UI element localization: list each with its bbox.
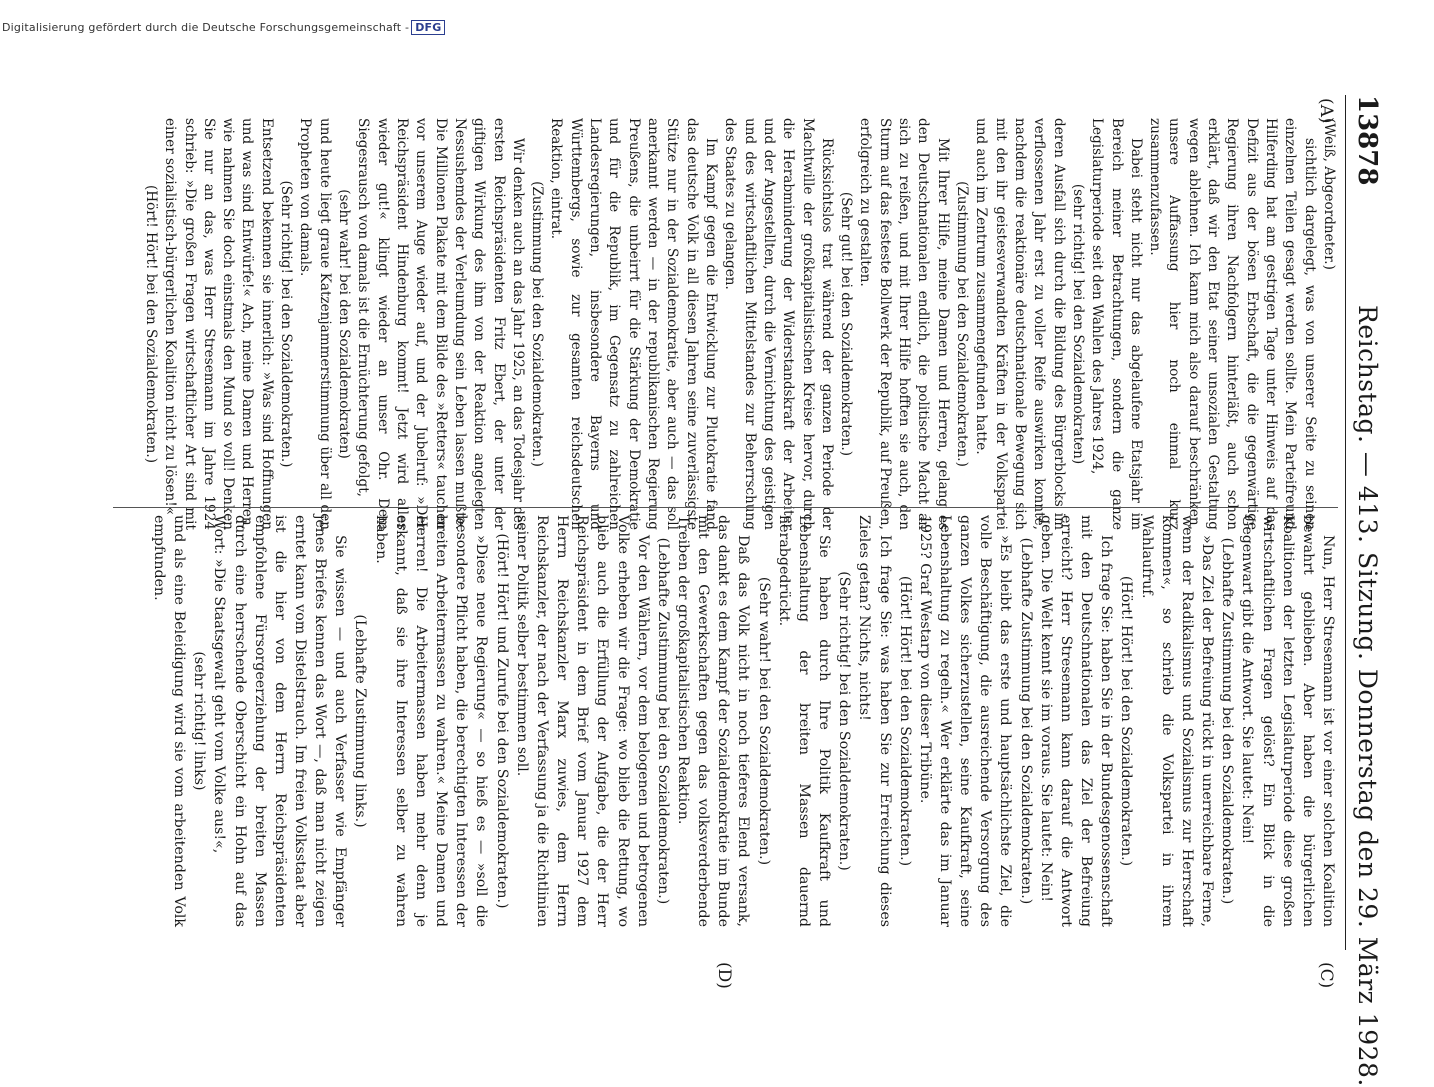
interjection: (Sehr richtig! bei den Sozialdemokraten.) (278, 180, 295, 468)
digitization-stamp-text: Digitalisierung gefördert durch die Deutsche Forschungsgemeinschaft - (2, 21, 410, 34)
right-text-column (149, 515, 1338, 927)
interjection: (sehr wahr! bei den Sozialdemokraten) (336, 189, 353, 459)
interjection: (Hört! Hört! bei den Sozialdemokraten.) (142, 184, 159, 464)
margin-marker-c: (C) (1316, 962, 1336, 989)
paragraph: »Es bleibt das erste und hauptsächlichste Ziel, die volle Beschäftigung, die ausreichende Versorgung des ganzen Volkes sicherzustellen, seine Kaufkraft, seine Lebenshaltung zu regeln.« Wer erklärte das im Januar 1925? Graf Westarp von dieser Tribüne. (916, 515, 1014, 927)
page-header-title: Reichstag. — 413. Sitzung. Donnerstag den 29. März 1928. (1353, 305, 1382, 1087)
paragraph: Nun, Herr Stresemann ist vor einer solchen Koalition bewahrt geblieben. Aber haben die bürgerlichen Koalitionen der letzten Legislaturperiode diese großen wirtschaftlichen Fragen gelöst? Ein Blick in die Gegenwart gibt die Antwort. Sie lautet: Nein! (1239, 515, 1336, 927)
digitization-stamp (2, 20, 445, 35)
interjection: (Hört! Hört! bei den Sozialdemokraten.) (896, 575, 913, 867)
interjection: (Hört! Hört! und Zurufe bei den Sozialdemokraten.) (493, 533, 510, 909)
paragraph: Mit Ihrer Hilfe, meine Damen und Herren, gelang es den Deutschnationalen endlich, die politische Macht an sich zu reißen, und mit Ihrer Hilfe hofften sie auch, den Sturm auf das festeste Bollwerk der Republik, auf Preußen, erfolgreich zu gestalten. (857, 118, 951, 530)
paragraph: Rücksichtslos trat während der ganzen Periode der Machtwille der großkapitalistischen Kreise hervor, durch die Herabminderung der Widerstandskraft der Arbeiter und der Angestellten, durch die Vernichtung des geistigen und des wirtschaftlichen Mittelstandes zur Beherrschung des Staates zu gelangen. (722, 118, 835, 530)
interjection: (Hört! Hört! bei den Sozialdemokraten.) (1118, 575, 1135, 867)
interjection: (Lebhafte Zustimmung links.) (352, 614, 369, 828)
paragraph: Ich frage Sie: haben Sie in der Bundesgenossenschaft mit den Deutschnationalen das Ziel der Befreiung erreicht? Herr Stresemann kann darauf die Antwort geben. Die Welt kennt sie im voraus. Sie lautet: Nein! (1037, 515, 1115, 927)
paragraph: Ich frage Sie: was haben Sie zur Erreichung dieses Zieles getan? Nichts, nichts! (856, 515, 893, 927)
paragraph: Daß das Volk nicht in noch tieferes Elend versank, das dankt es dem Kampf der Sozialdemokratie im Bunde mit den Gewerkschaften gegen das volksverderbende Treiben der großkapitalistischen Reaktion. (675, 515, 752, 927)
header-rule (1345, 95, 1346, 950)
column-separator (113, 507, 1338, 508)
paragraph: Wir denken auch an das Jahr 1925, an das Todesjahr des ersten Reichspräsidenten Fritz Ebert, der unter der giftigen Wirkung des ihm von der Reaktion angelegten Nessushemdes der Verleumdung sein Leben lassen mußte. Die Millionen Plakate mit dem Bilde des »Retters« tauchen vor unserem Auge wieder auf, und der Jubelruf: »Der Reichspräsident Hindenburg kommt! Jetzt wird alles wieder gut!« klingt wieder an unser Ohr. Dem Siegesrausch von damals ist die Ernüchterung gefolgt, (355, 118, 526, 530)
margin-marker-a: (A) (1316, 98, 1336, 124)
paragraph: »Diese neue Regierung« — so hieß es — »soll die besondere Pflicht haben, die berechtigten Interessen der breiten Arbeitermassen zu wahren.« Meine Damen und Herren! Die Arbeitermassen haben mehr denn je erkannt, daß sie ihre Interessen selber zu wahren haben. (372, 515, 490, 927)
paragraph: und heute liegt graue Katzenjammerstimmung über all den Propheten von damals. (297, 118, 333, 530)
interjection: (Lebhafte Zustimmung bei den Sozialdemokraten.) (1017, 537, 1034, 905)
paragraph: Vor den Wählern, vor dem belogenen und betrogenen Volke erheben wir die Frage: wo blieb die Rettung, wo blieb auch die Erfüllung der Aufgabe, die der Herr Reichspräsident in dem Brief vom Januar 1927 dem Herrn Reichskanzler Marx zuwies, dem Herrn Reichskanzler, der nach der Verfassung ja die Richtlinien seiner Politik selber bestimmen soll. (513, 515, 651, 927)
paragraph: »Das Ziel der Befreiung rückt in unerreichbare Ferne, wenn der Radikalismus und Sozialismus zur Herrschaft kommen«, so schrieb die Volkspartei in ihrem Wahlaufruf. (1138, 515, 1216, 927)
interjection: (Zustimmung bei den Sozialdemokraten.) (529, 181, 546, 467)
paragraph: sichtlich dargelegt, was von unserer Seite zu seinen einzelnen Teilen gesagt werden sollte. Mein Parteifreund Hilferding hat am gestrigen Tage unter Hinweis auf das Defizit aus der bösen Erbschaft, die die gegenwärtige Regierung ihren Nachfolgern hinterläßt, auch schon erklärt, daß wir den Etat seiner unsozialen Gestaltung wegen ablehnen. Ich kann mich also darauf beschränken, unsere Auffassung hier noch einmal kurz zusammenzufassen. (1147, 118, 1318, 530)
left-text-column (141, 118, 1338, 530)
interjection: (Lebhafte Zustimmung bei den Sozialdemokraten.) (654, 537, 671, 905)
interjection: (sehr richtig! bei den Sozialdemokraten) (1069, 183, 1086, 465)
paragraph: deren Ausfall sich durch die Bildung des Bürgerblocks im verflossenen Jahr erst zu voller Reife auswirken konnte, nachdem die reaktionäre deutschnationale Bewegung sich mit den ihr geistesverwandten Kräften in der Volkspartei und auch im Zentrum zusammengefunden hatte. (973, 118, 1067, 530)
paragraph: Sie haben durch Ihre Politik Kaufkraft und Lebenshaltung der breiten Massen dauernd herabgedrückt. (775, 515, 833, 927)
interjection: (Lebhafte Zustimmung bei den Sozialdemokraten.) (1219, 537, 1236, 905)
dfg-logo: DFG (411, 20, 445, 35)
paragraph: Entsetzend bekennen sie innerlich: »Was sind Hoffnungen und was sind Entwürfe!« Ach, meine Damen und Herren, wie nahmen Sie doch einstmals den Mund so voll! Denken Sie nur an das, was Herr Stresemann im Jahre 1924 schrieb: »Die großen Fragen wirtschaftlicher Art sind mit einer sozialistisch-bürgerlichen Koalition nicht zu lösen!« (162, 118, 275, 530)
interjection: (sehr richtig! links) (191, 651, 208, 791)
paragraph: und als eine Beleidigung wird sie vom arbeitenden Volk empfunden. (150, 515, 188, 927)
margin-marker-d: (D) (714, 962, 734, 989)
interjection: (Zustimmung bei den Sozialdemokraten.) (954, 181, 971, 467)
interjection: (Sehr richtig! bei den Sozialdemokraten.) (836, 571, 853, 871)
page-number: 13878 (1352, 95, 1382, 186)
interjection: (Sehr gut! bei den Sozialdemokraten.) (838, 191, 855, 457)
paragraph: (Weiß, Abgeordneter.) (1321, 118, 1337, 270)
paragraph: Sie wissen — und auch Verfasser wie Empfänger jenes Briefes kennen das Wort —, daß man nicht zeigen erntet kann vom Distelstrauch. Im freien Volksstaat aber ist die hier von dem Herrn Reichspräsidenten empfohlene Fürsorgeerziehung der breiten Massen durch eine herrschende Oberschicht ein Hohn auf das Wort: »Die Staatsgewalt geht vom Volke aus!«, (211, 515, 349, 927)
paragraph: Dabei steht nicht nur das abgelaufene Etatsjahr im Bereich meiner Betrachtungen, sondern die ganze Legislaturperiode seit den Wahlen des Jahres 1924, (1089, 118, 1144, 530)
interjection: (Sehr wahr! bei den Sozialdemokraten.) (755, 576, 772, 866)
paragraph: Im Kampf gegen die Entwicklung zur Plutokratie fand das deutsche Volk in all diesen Jahren seine zuverlässigste Stütze nur in der Sozialdemokratie, aber auch — das soll anerkannt werden — in der republikanischen Regierung Preußens, die unbeirrt für die Stärkung der Demokratie und für die Republik, im Gegensatz zu zahlreichen Landesregierungen, insbesondere Bayerns und Württembergs, sowie zur gesamten reichsdeutschen Reaktion, eintrat. (548, 118, 719, 530)
